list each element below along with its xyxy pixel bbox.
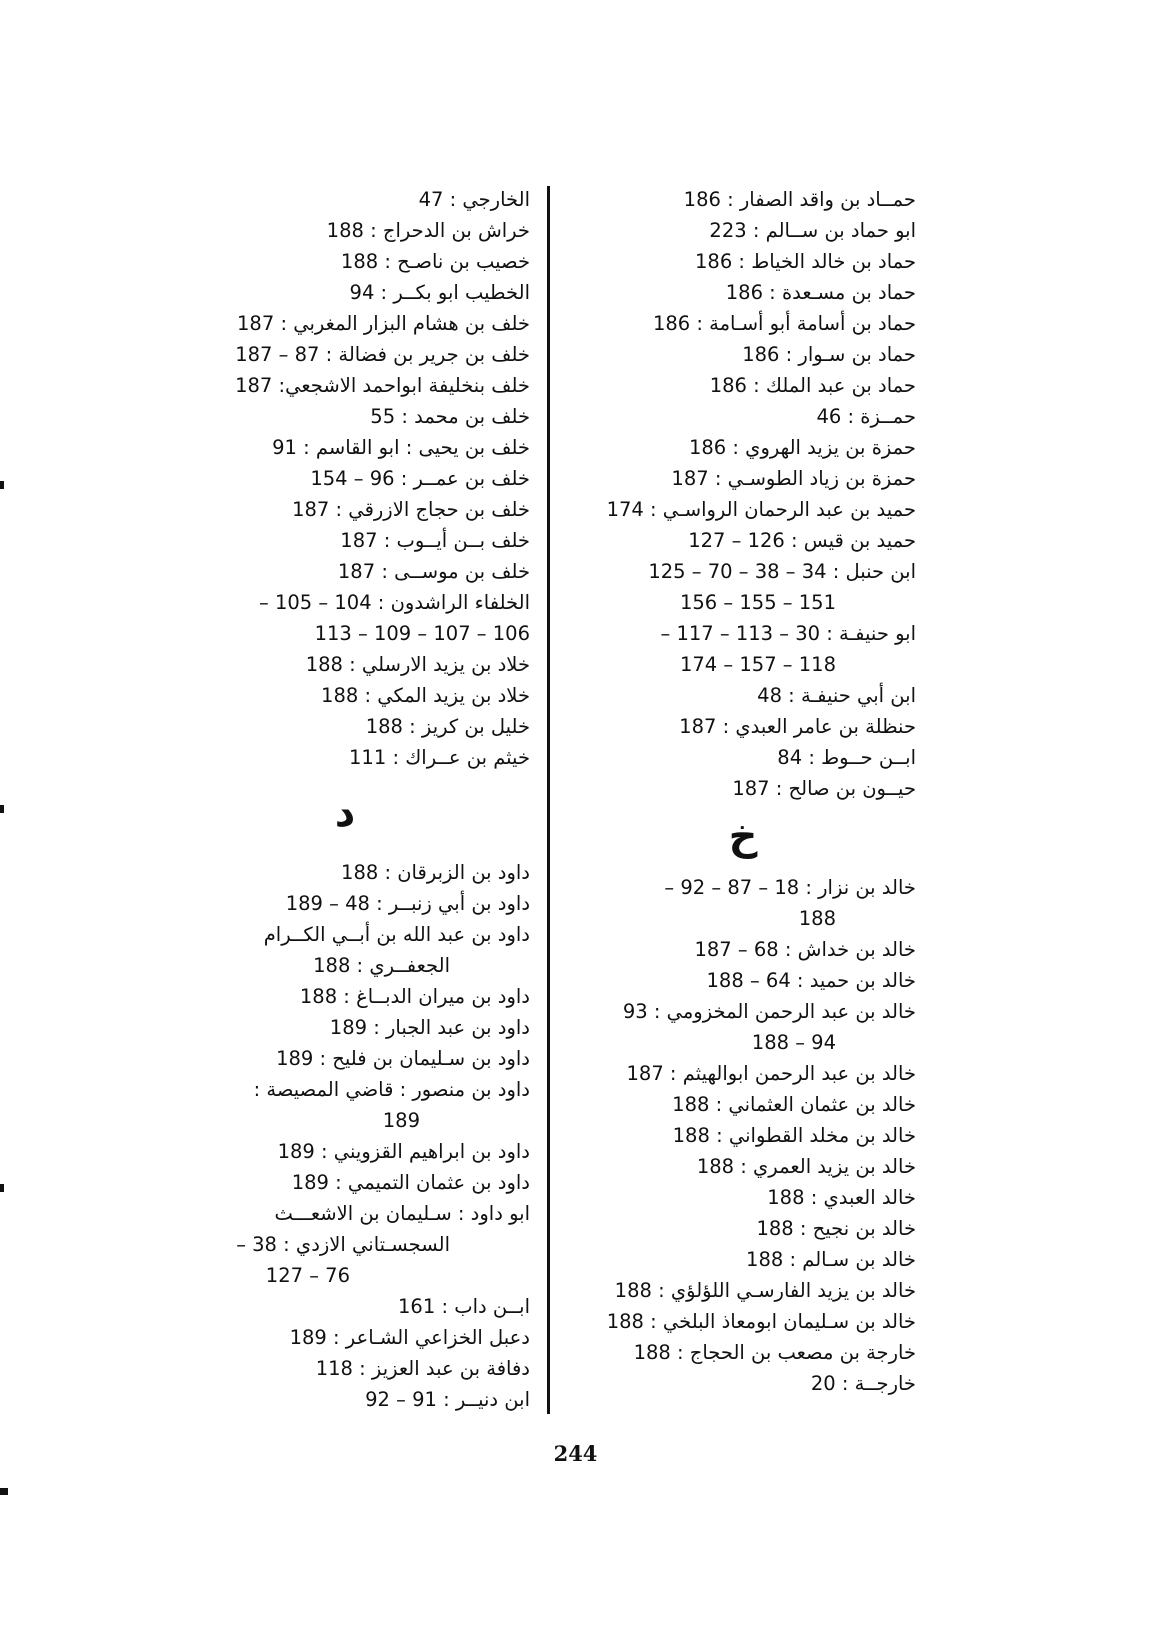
index-entry: دفافة بن عبد العزيز : 118 xyxy=(315,1357,530,1380)
scan-margin-mark xyxy=(0,805,4,813)
index-entry: خالد بن حميد : 64 – 188 xyxy=(706,969,916,992)
index-entry: الخلفاء الراشدون : 104 – 105 – xyxy=(259,591,530,614)
index-entry: دعبل الخزاعي الشـاعر : 189 xyxy=(289,1326,530,1349)
index-entry: داود بن سـليمان بن فليح : 189 xyxy=(276,1047,530,1070)
index-entry: خالد العبدي : 188 xyxy=(767,1186,916,1209)
index-entry: خلف بن يحيى : ابو القاسم : 91 xyxy=(272,436,530,459)
index-entry-continuation: 188 xyxy=(798,907,836,930)
index-entry: خصيب بن ناصـح : 188 xyxy=(340,250,530,273)
index-entry: داود بن الزبرقان : 188 xyxy=(341,861,530,884)
index-entry: حمزة بن يزيد الهروي : 186 xyxy=(688,436,916,459)
index-entry: حميد بن قيس : 126 – 127 xyxy=(688,529,916,552)
index-entry: خالد بن نجيح : 188 xyxy=(756,1217,916,1240)
index-entry: خالد بن عثمان العثماني : 188 xyxy=(672,1093,916,1116)
index-entry: خليل بن كريز : 188 xyxy=(365,715,530,738)
index-entry: الخارجي : 47 xyxy=(418,188,530,211)
index-entry: خراش بن الدحراج : 188 xyxy=(326,219,530,242)
index-entry: حماد بن أسامة أبو أسـامة : 186 xyxy=(652,312,916,335)
column-divider xyxy=(547,186,550,1414)
index-entry-continuation: 151 – 155 – 156 xyxy=(679,591,836,614)
index-entry: داود بن أبي زنبــر : 48 – 189 xyxy=(285,892,530,915)
index-entry: خلاد بن يزيد الارسلي : 188 xyxy=(305,653,530,676)
index-entry: حمزة بن زياد الطوسـي : 187 xyxy=(671,467,916,490)
index-entry: خالد بن عبد الرحمن المخزومي : 93 xyxy=(622,1000,916,1023)
index-entry: خلف بن محمد : 55 xyxy=(370,405,530,428)
index-entry-continuation: الجعفــري : 188 xyxy=(313,954,450,977)
index-entry: خلف بن هشام البزار المغربي : 187 xyxy=(237,312,530,335)
index-entry: ابو حنيفـة : 30 – 113 – 117 – xyxy=(660,622,916,645)
index-entry: ابــن داب : 161 xyxy=(398,1295,530,1318)
section-letter: د xyxy=(334,790,356,836)
index-entry: داود بن عبد الله بن أبــي الكــرام xyxy=(263,923,530,946)
scan-margin-mark xyxy=(0,1184,4,1192)
index-column-left xyxy=(160,184,530,1415)
index-entry: حمــزة : 46 xyxy=(816,405,916,428)
index-entry: خالد بن نزار : 18 – 87 – 92 – xyxy=(664,876,916,899)
index-entry: ابو حماد بن ســالم : 223 xyxy=(709,219,916,242)
index-entry: ابن دنيــر : 91 – 92 xyxy=(365,1388,530,1411)
index-entry: داود بن ابراهيم القزويني : 189 xyxy=(277,1140,530,1163)
index-entry: حماد بن سـوار : 186 xyxy=(742,343,916,366)
index-entry: داود بن منصور : قاضي المصيصة : xyxy=(253,1078,530,1101)
index-entry: الخطيب ابو بكــر : 94 xyxy=(349,281,530,304)
index-entry: خلف بن جرير بن فضالة : 87 – 187 xyxy=(235,343,530,366)
index-entry: خارجة بن مصعب بن الحجاج : 188 xyxy=(633,1341,916,1364)
index-entry: خلف بن موســى : 187 xyxy=(337,560,530,583)
index-entry: حمــاد بن واقد الصفار : 186 xyxy=(683,188,916,211)
index-entry: خلف بن حجاج الازرقي : 187 xyxy=(292,498,530,521)
index-entry: خارجــة : 20 xyxy=(810,1372,916,1395)
index-entry: داود بن ميران الدبــاغ : 188 xyxy=(299,985,530,1008)
index-entry: خلف بنخليفة ابواحمد الاشجعي: 187 xyxy=(235,374,530,397)
index-entry: ابو داود : سـليمان بن الاشعـــث xyxy=(274,1202,530,1225)
page-number: 244 xyxy=(553,1441,598,1466)
index-entry-continuation: 106 – 107 – 109 – 113 xyxy=(314,622,530,645)
scan-margin-mark xyxy=(0,1488,8,1495)
index-entry: خالد بن سـالم : 188 xyxy=(746,1248,916,1271)
index-entry: خالد بن يزيد الفارسـي اللؤلؤي : 188 xyxy=(614,1279,916,1302)
index-entry: حنظلة بن عامر العبدي : 187 xyxy=(679,715,916,738)
index-entry: داود بن عبد الجبار : 189 xyxy=(329,1016,530,1039)
index-entry: حيــون بن صالح : 187 xyxy=(732,777,916,800)
scan-margin-mark xyxy=(0,481,4,489)
index-entry: خلف بن عمــر : 96 – 154 xyxy=(310,467,530,490)
index-entry: حماد بن خالد الخياط : 186 xyxy=(695,250,916,273)
index-entry: داود بن عثمان التميمي : 189 xyxy=(291,1171,530,1194)
index-entry-continuation: 118 – 157 – 174 xyxy=(679,653,836,676)
index-entry: ابن حنبل : 34 – 38 – 70 – 125 xyxy=(648,560,916,583)
index-entry: خيثم بن عــراك : 111 xyxy=(349,746,530,769)
index-entry: خالد بن سـليمان ابومعاذ البلخي : 188 xyxy=(606,1310,916,1333)
index-entry-continuation: 189 xyxy=(382,1109,420,1132)
index-entry: خالد بن يزيد العمري : 188 xyxy=(696,1155,916,1178)
index-entry: حميد بن عبد الرحمان الرواسـي : 174 xyxy=(606,498,916,521)
index-column-right xyxy=(570,184,916,1399)
index-entry: ابن أبي حنيفـة : 48 xyxy=(757,684,916,707)
index-entry-continuation: السجسـتاني الازدي : 38 – xyxy=(236,1233,450,1256)
index-entry: خلاد بن يزيد المكي : 188 xyxy=(321,684,530,707)
section-letter: خ xyxy=(728,813,758,859)
index-entry: خالد بن عبد الرحمن ابوالهيثم : 187 xyxy=(626,1062,916,1085)
index-entry-continuation: 94 – 188 xyxy=(751,1031,836,1054)
index-entry: ابــن حــوط : 84 xyxy=(777,746,916,769)
index-entry: حماد بن مسـعدة : 186 xyxy=(725,281,916,304)
index-entry: خالد بن خداش : 68 – 187 xyxy=(694,938,916,961)
index-entry: حماد بن عبد الملك : 186 xyxy=(709,374,916,397)
index-entry-continuation: 76 – 127 xyxy=(265,1264,350,1287)
index-entry: خلف بــن أيــوب : 187 xyxy=(340,529,530,552)
index-entry: خالد بن مخلد القطواني : 188 xyxy=(672,1124,916,1147)
